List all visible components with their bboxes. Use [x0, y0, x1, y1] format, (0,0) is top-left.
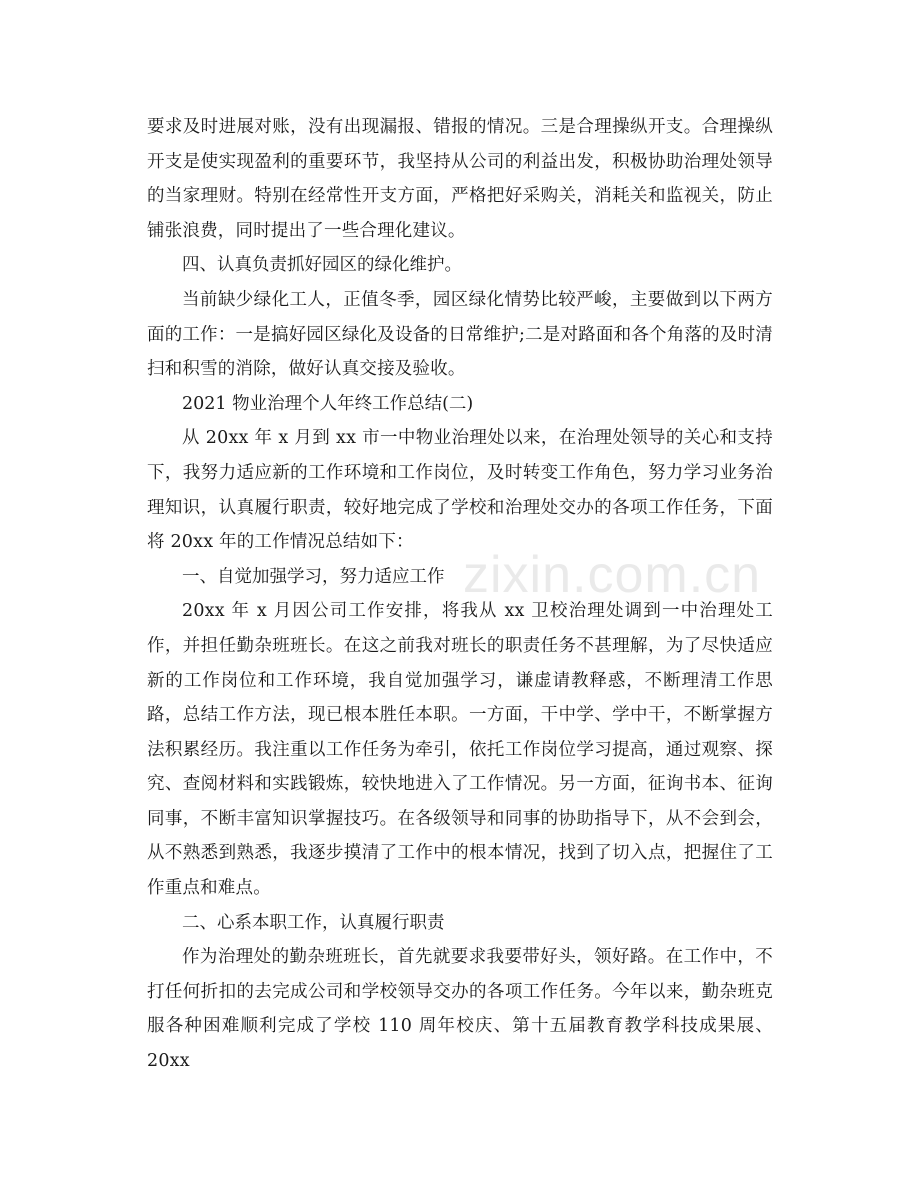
document-body — [147, 110, 773, 1079]
watermark: zixin.com.cn — [463, 546, 762, 604]
section-heading-greening: 四、认真负责抓好园区的绿化维护。 — [182, 255, 462, 276]
paragraph-duties: 作为治理处的勤杂班班长，首先就要求我要带好头，领好路。在工作中，不打任何折扣的去完成公司和学校领导交办的各项工作任务。今年以来，勤杂班克服各种困难顺利完成了学校 110 周年校庆、第十五届教育教学科技成果展、20xx — [147, 947, 773, 1072]
document-subtitle: 2021 物业治理个人年终工作总结(二) — [182, 393, 474, 414]
paragraph-greening-work: 当前缺少绿化工人，正值冬季，园区绿化情势比较严峻，主要做到以下两方面的工作：一是搞好园区绿化及设备的日常维护;二是对路面和各个角落的及时清扫和积雪的消除，做好认真交接及验收。 — [147, 289, 773, 380]
paragraph-expense-control: 要求及时进展对账，没有出现漏报、错报的情况。三是合理操纵开支。合理操纵开支是使实现盈利的重要环节，我坚持从公司的利益出发，积极协助治理处领导的当家理财。特别在经常性开支方面，严格把好采购关，消耗关和监视关，防止铺张浪费，同时提出了一些合理化建议。 — [147, 117, 773, 241]
section-heading-study: 一、自觉加强学习，努力适应工作 — [182, 566, 445, 587]
paragraph-introduction: 从 20xx 年 x 月到 xx 市一中物业治理处以来，在治理处领导的关心和支持下，我努力适应新的工作环境和工作岗位，及时转变工作角色，努力学习业务治理知识，认真履行职责，较好地完成了学校和治理处交办的各项工作任务，下面将 20xx 年的工作情况总结如下： — [147, 428, 773, 553]
paragraph-study: 20xx 年 x 月因公司工作安排，将我从 xx 卫校治理处调到一中治理处工作，并担任勤杂班班长。在这之前我对班长的职责任务不甚理解，为了尽快适应新的工作岗位和工作环境，我自觉加强学习，谦虚请教释惑，不断理清工作思路，总结工作方法，现已根本胜任本职。一方面，干中学、学中干，不断掌握方法积累经历。我注重以工作任务为牵引，依托工作岗位学习提高，通过观察、探究、查阅材料和实践锻炼，较快地进入了工作情况。另一方面，征询书本、征询同事，不断丰富知识掌握技巧。在各级领导和同事的协助指导下，从不会到会，从不熟悉到熟悉，我逐步摸清了工作中的根本情况，找到了切入点，把握住了工作重点和难点。 — [147, 601, 773, 899]
section-heading-duties: 二、心系本职工作，认真履行职责 — [182, 912, 445, 933]
